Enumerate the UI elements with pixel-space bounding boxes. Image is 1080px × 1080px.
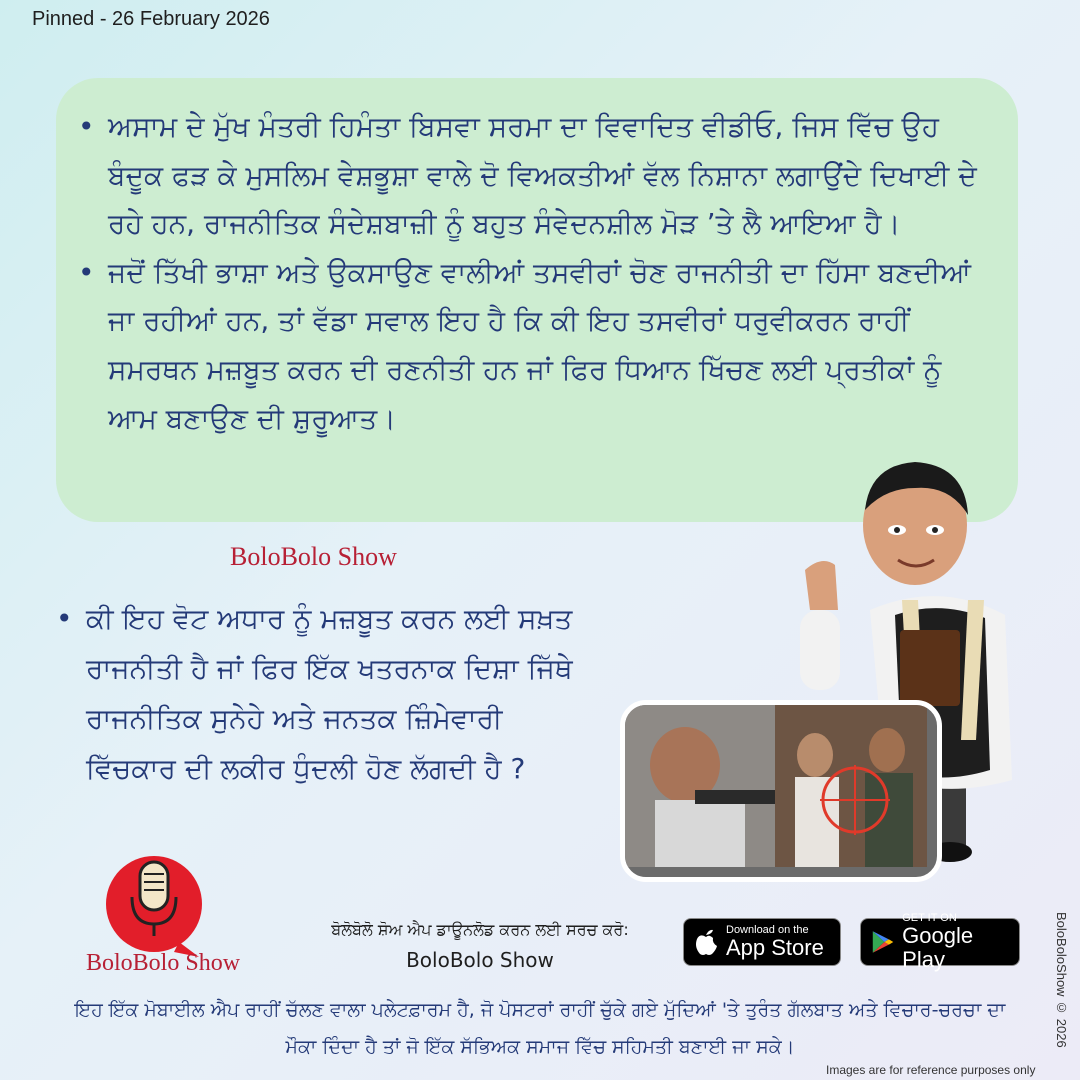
google-small-text: GET IT ON (902, 912, 957, 924)
brand-logo-text: BoloBolo Show (86, 950, 241, 976)
apple-icon (694, 928, 718, 956)
app-store-small-text: Download on the (726, 924, 809, 936)
google-play-button[interactable] (860, 912, 1020, 972)
app-store-big-text: App Store (726, 935, 824, 960)
question-list (56, 594, 576, 794)
reference-photo (620, 700, 942, 882)
brand-watermark: BoloBolo Show (230, 542, 397, 571)
google-big-text: Google Play (902, 923, 974, 972)
footer-description: ਇਹ ਇੱਕ ਮੋਬਾਈਲ ਐਪ ਰਾਹੀਂ ਚੱਲਣ ਵਾਲਾ ਪਲੇਟਫ਼ਾਰਮ ਹੈ, ਜੋ ਪੋਸਟਰਾਂ ਰਾਹੀਂ ਚੁੱਕੇ ਗਏ ਮੁੱਦਿਆਂ 'ਤੇ ਤੁਰੰਤ ਗੱਲਬਾਤ ਅਤੇ ਵਿਚਾਰ-ਚਰਚਾ ਦਾ ਮੌਕਾ ਦਿੰਦਾ ਹੈ ਤਾਂ ਜੋ ਇੱਕ ਸੱਭਿਅਕ ਸਮਾਜ ਵਿੱਚ ਸਹਿਮਤੀ ਬਣਾਈ ਜਾ ਸਕੇ। (74, 999, 1006, 1058)
copyright-text: BoloBoloShow © 2026 (1054, 912, 1069, 1048)
google-play-icon (871, 928, 894, 956)
app-store-button[interactable] (683, 918, 841, 966)
bullet-item: • ਜਦੋਂ ਤਿੱਖੀ ਭਾਸ਼ਾ ਅਤੇ ਉਕਸਾਉਣ ਵਾਲੀਆਂ ਤਸਵੀਰਾਂ ਚੋਣ ਰਾਜਨੀਤੀ ਦਾ ਹਿੱਸਾ ਬਣਦੀਆਂ ਜਾ ਰਹੀਆਂ ਹਨ, ਤਾਂ ਵੱਡਾ ਸਵਾਲ ਇਹ ਹੈ ਕਿ ਕੀ ਇਹ ਤਸਵੀਰਾਂ ਧਰੁਵੀਕਰਨ ਰਾਹੀਂ ਸਮਰਥਨ ਮਜ਼ਬੂਤ ਕਰਨ ਦੀ ਰਣਨੀਤੀ ਹਨ ਜਾਂ ਫਿਰ ਧਿਆਨ ਖਿੱਚਣ ਲਈ ਪ੍ਰਤੀਕਾਂ ਨੂੰ ਆਮ ਬਣਾਉਣ ਦੀ ਸ਼ੁਰੂਆਤ। (78, 249, 988, 443)
question-text: • ਕੀ ਇਹ ਵੋਟ ਅਧਾਰ ਨੂੰ ਮਜ਼ਬੂਤ ਕਰਨ ਲਈ ਸਖ਼ਤ ਰਾਜਨੀਤੀ ਹੈ ਜਾਂ ਫਿਰ ਇੱਕ ਖਤਰਨਾਕ ਦਿਸ਼ਾ ਜਿੱਥੇ ਰਾਜਨੀਤਿਕ ਸੁਨੇਹੇ ਅਤੇ ਜਨਤਕ ਜ਼ਿੰਮੇਵਾਰੀ ਵਿੱਚਕਾਰ ਦੀ ਲਕੀਰ ਧੁੰਦਲੀ ਹੋਣ ਲੱਗਦੀ ਹੈ ? (56, 594, 576, 794)
download-instruction (300, 920, 660, 972)
bullet-item: • ਅਸਾਮ ਦੇ ਮੁੱਖ ਮੰਤਰੀ ਹਿਮੰਤਾ ਬਿਸਵਾ ਸਰਮਾ ਦਾ ਵਿਵਾਦਿਤ ਵੀਡੀਓ, ਜਿਸ ਵਿੱਚ ਉਹ ਬੰਦੂਕ ਫੜ ਕੇ ਮੁਸਲਿਮ ਵੇਸ਼ਭੂਸ਼ਾ ਵਾਲੇ ਦੋ ਵਿਅਕਤੀਆਂ ਵੱਲ ਨਿਸ਼ਾਨਾ ਲਗਾਉਂਦੇ ਦਿਖਾਈ ਦੇ ਰਹੇ ਹਨ, ਰਾਜਨੀਤਿਕ ਸੰਦੇਸ਼ਬਾਜ਼ੀ ਨੂੰ ਬਹੁਤ ਸੰਵੇਦਨਸ਼ੀਲ ਮੋੜ ’ਤੇ ਲੈ ਆਇਆ ਹੈ। (78, 103, 988, 249)
download-instruction-text: ਬੋਲੋਬੋਲੋ ਸ਼ੋਅ ਐਪ ਡਾਊਨਲੋਡ ਕਰਨ ਲਈ ਸਰਚ ਕਰੋ: (331, 920, 629, 939)
disclaimer-text: Images are for reference purposes only (826, 1063, 1036, 1077)
app-name: BoloBolo Show (406, 948, 554, 972)
pinned-date: Pinned - 26 February 2026 (32, 8, 270, 30)
main-bullet-list (78, 103, 988, 443)
